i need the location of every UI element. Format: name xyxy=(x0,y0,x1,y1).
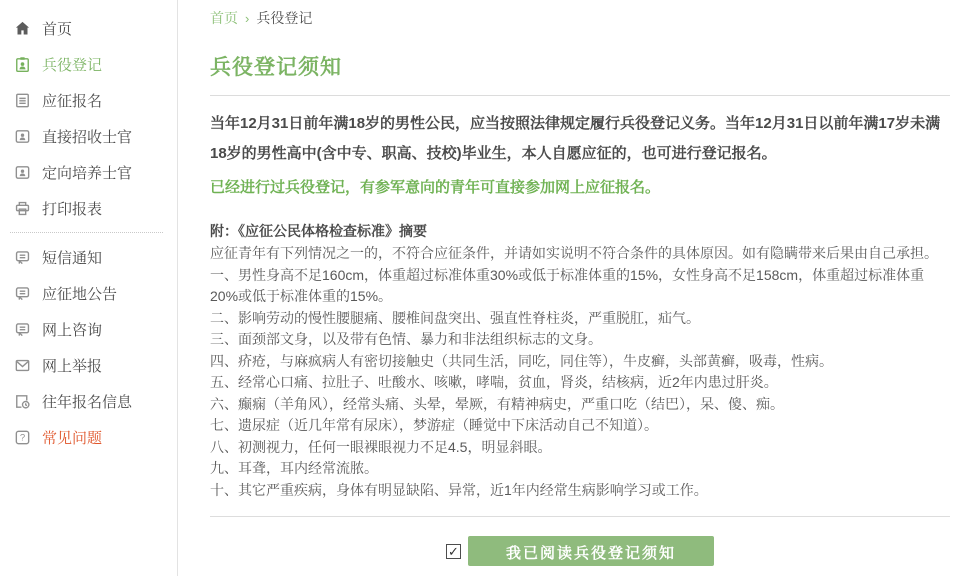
sidebar-item-label: 网上举报 xyxy=(42,357,103,375)
sidebar xyxy=(0,0,178,576)
id-card-icon xyxy=(14,128,31,145)
sidebar-item-online-report[interactable] xyxy=(0,347,177,383)
sidebar-item-past-registrations[interactable] xyxy=(0,383,177,419)
list-item: 七、遗尿症（近几年常有尿床），梦游症（睡觉中下床活动自己不知道）。 xyxy=(210,417,658,433)
checkmark-icon: ✓ xyxy=(448,543,459,559)
sidebar-item-local-announcements[interactable] xyxy=(0,275,177,311)
printer-icon xyxy=(14,200,31,217)
sidebar-item-home[interactable] xyxy=(0,10,177,46)
sidebar-item-registration[interactable] xyxy=(0,46,177,82)
sidebar-item-label: 打印报表 xyxy=(42,200,103,218)
sidebar-item-label: 短信通知 xyxy=(42,249,103,267)
svg-text:?: ? xyxy=(19,432,26,444)
sidebar-item-label: 直接招收士官 xyxy=(42,128,133,146)
confirm-read-button[interactable]: 我已阅读兵役登记须知 xyxy=(468,536,714,566)
appendix-title: 附：《应征公民体格检查标准》摘要 xyxy=(210,223,427,239)
list-item: 二、影响劳动的慢性腰腿痛、腰椎间盘突出、强直性脊柱炎，严重脱肛，疝气。 xyxy=(210,309,700,326)
bottom-divider xyxy=(210,516,950,517)
sidebar-item-label: 往年报名信息 xyxy=(42,393,133,411)
sidebar-item-label: 网上咨询 xyxy=(42,321,103,339)
message-icon xyxy=(14,249,31,266)
breadcrumb-home-link[interactable]: 首页 xyxy=(210,10,238,26)
read-confirm-checkbox[interactable] xyxy=(446,544,461,559)
sidebar-item-sms-notice[interactable] xyxy=(0,239,177,275)
notice-intro-highlight: 已经进行过兵役登记，有参军意向的青年可直接参加网上应征报名。 xyxy=(210,179,661,196)
list-item: 四、疥疮，与麻疯病人有密切接触史（共同生活，同吃，同住等），牛皮癣，头部黄癣，吸毒，性病。 xyxy=(210,352,833,369)
physical-standard-list xyxy=(210,243,950,501)
sidebar-item-label: 应征地公告 xyxy=(42,285,118,303)
sidebar-item-print-report[interactable] xyxy=(0,190,177,226)
sidebar-item-label: 应征报名 xyxy=(42,92,103,110)
confirm-row xyxy=(210,536,950,566)
registration-icon xyxy=(14,56,31,73)
home-icon xyxy=(14,20,31,37)
history-icon xyxy=(14,393,31,410)
sidebar-item-faq[interactable] xyxy=(0,419,177,455)
sidebar-item-targeted-sergeant[interactable] xyxy=(0,154,177,190)
list-item: 十、其它严重疾病，身体有明显缺陷、异常，近1年内经常生病影响学习或工作。 xyxy=(210,481,708,498)
list-item: 六、癫痫（羊角风），经常头痛、头晕，晕厥，有精神病史，严重口吃（结巴），呆、傻、痴。 xyxy=(210,395,784,412)
sidebar-item-direct-sergeant[interactable] xyxy=(0,118,177,154)
title-divider xyxy=(210,95,950,96)
envelope-icon xyxy=(14,357,31,374)
page-title: 兵役登记须知 xyxy=(210,56,342,79)
sidebar-item-label: 首页 xyxy=(42,20,73,38)
message-icon xyxy=(14,285,31,302)
list-item: 一、男性身高不足160cm，体重超过标准体重30%或低于标准体重的15%，女性身高不足158cm，体重超过标准体重20%或低于标准体重的15%。 xyxy=(210,266,925,304)
sidebar-item-label: 定向培养士官 xyxy=(42,164,133,182)
list-item: 三、面颈部文身，以及带有色情、暴力和非法组织标志的文身。 xyxy=(210,331,602,347)
breadcrumb xyxy=(210,8,950,28)
appendix-intro: 应征青年有下列情况之一的，不符合应征条件，并请如实说明不符合条件的具体原因。如有隐瞒带来后果由自己承担。 xyxy=(210,245,938,261)
form-icon xyxy=(14,92,31,109)
breadcrumb-current: 兵役登记 xyxy=(256,10,313,26)
question-icon xyxy=(14,429,31,446)
id-card-icon xyxy=(14,164,31,181)
list-item: 九、耳聋，耳内经常流脓。 xyxy=(210,460,378,476)
sidebar-item-label: 兵役登记 xyxy=(42,56,103,74)
sidebar-item-online-consult[interactable] xyxy=(0,311,177,347)
list-item: 八、初测视力，任何一眼裸眼视力不足4.5，明显斜眼。 xyxy=(210,438,552,455)
notice-intro: 当年12月31日前年满18岁的男性公民，应当按照法律规定履行兵役登记义务。当年12月31日以前年满17岁未满18岁的男性高中(含中专、职高、技校)毕业生，本人自愿应征的，也可进行登记报名。 xyxy=(210,115,941,162)
message-icon xyxy=(14,321,31,338)
sidebar-item-label: 常见问题 xyxy=(42,429,103,447)
list-item: 五、经常心口痛、拉肚子、吐酸水、咳嗽，哮喘，贫血，肾炎，结核病，近2年内患过肝炎。 xyxy=(210,374,778,390)
main-content xyxy=(178,0,964,576)
breadcrumb-separator-icon: › xyxy=(245,11,250,26)
sidebar-item-signup[interactable] xyxy=(0,82,177,118)
sidebar-divider xyxy=(10,232,163,233)
